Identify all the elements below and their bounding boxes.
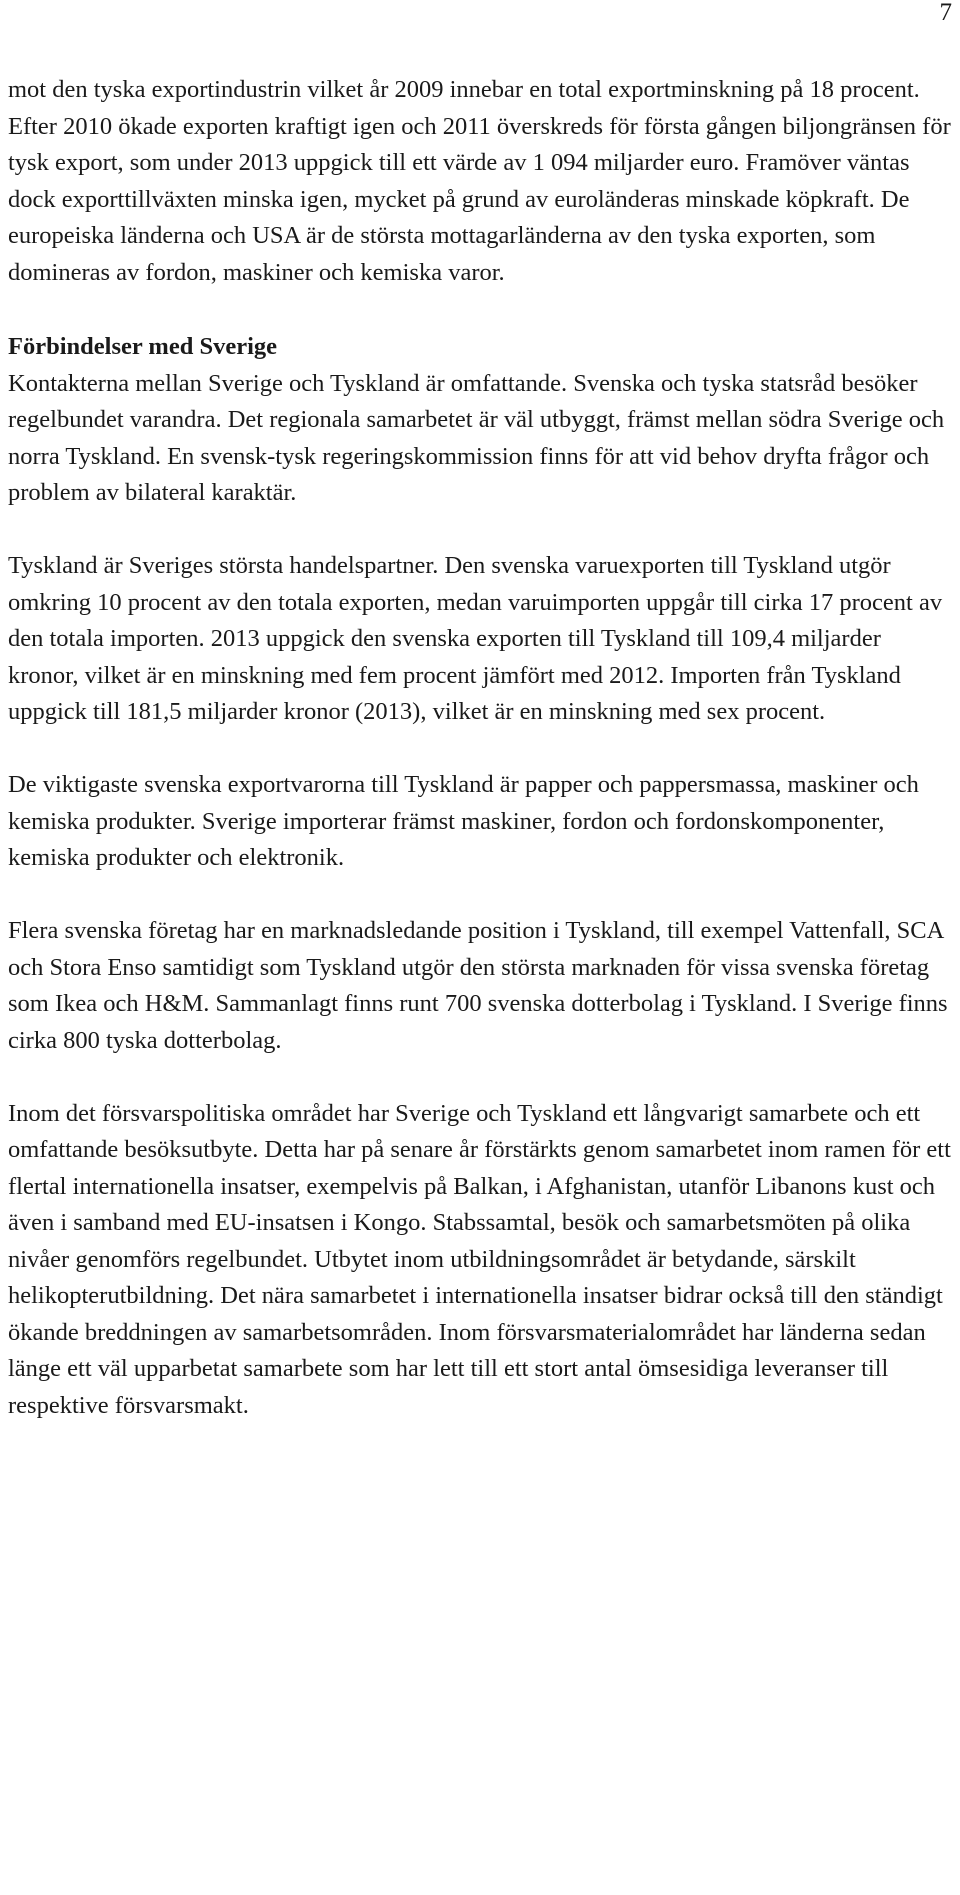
paragraph-export-goods: De viktigaste svenska exportvarorna till Tyskland är papper och pappersmassa, maskiner och kemiska produkter. Sverige importerar främst maskiner, fordon och fordonskomponenter, kemiska produkter och elektronik. (8, 771, 919, 871)
paragraph-export-history: mot den tyska exportindustrin vilket år 2009 innebar en total exportminskning på 18 procent. Efter 2010 ökade exporten kraftigt igen och 2011 överskreds för första gången biljongränsen för tysk export, som under 2013 uppgick till ett värde av 1 094 miljarder euro. Framöver väntas dock exporttillväxten minska igen, mycket på grund av euroländeras minskade köpkraft. De europeiska länderna och USA är de största mottagarländerna av den tyska exporten, som domineras av fordon, maskiner och kemiska varor. (8, 76, 951, 286)
section-heading-relations: Förbindelser med Sverige (8, 333, 278, 360)
page-number: 7 (939, 0, 952, 26)
paragraph-defense: Inom det försvarspolitiska området har Sverige och Tyskland ett långvarigt samarbete och ett omfattande besöksutbyte. Detta har på senare år förstärkts genom samarbetet inom ramen för ett flertal internationella insatser, exempelvis på Balkan, i Afghanistan, utanför Libanons kust och även i samband med EU-insatsen i Kongo. Stabssamtal, besök och samarbetsmöten på olika nivåer genomförs regelbundet. Utbytet inom utbildningsområdet är betydande, särskilt helikopterutbildning. Det nära samarbetet i internationella insatser bidrar också till den ständigt ökande breddningen av samarbetsområden. Inom försvarsmaterialområdet har länderna sedan länge ett väl upparbetat samarbete som har lett till ett stort antal ömsesidiga leveranser till respektive försvarsmakt. (8, 1099, 951, 1419)
paragraph-companies: Flera svenska företag har en marknadsledande position i Tyskland, till exempel Vattenfall, SCA och Stora Enso samtidigt som Tyskland utgör den största marknaden för vissa svenska företag som Ikea och H&M. Sammanlagt finns runt 700 svenska dotterbolag i Tyskland. I Sverige finns cirka 800 tyska dotterbolag. (8, 917, 948, 1054)
paragraph-trade-partner: Tyskland är Sveriges största handelspartner. Den svenska varuexporten till Tyskland utgör omkring 10 procent av den totala exporten, medan varuimporten uppgår till cirka 17 procent av den totala importen. 2013 uppgick den svenska exporten till Tyskland till 109,4 miljarder kronor, vilket är en minskning med fem procent jämfört med 2012. Importen från Tyskland uppgick till 181,5 miljarder kronor (2013), vilket är en minskning med sex procent. (8, 552, 943, 725)
document-body (8, 72, 953, 1424)
paragraph-contacts: Kontakterna mellan Sverige och Tyskland är omfattande. Svenska och tyska statsråd besöker regelbundet varandra. Det regionala samarbetet är väl utbyggt, främst mellan södra Sverige och norra Tyskland. En svensk-tysk regeringskommission finns för att vid behov dryfta frågor och problem av bilateral karaktär. (8, 369, 945, 506)
